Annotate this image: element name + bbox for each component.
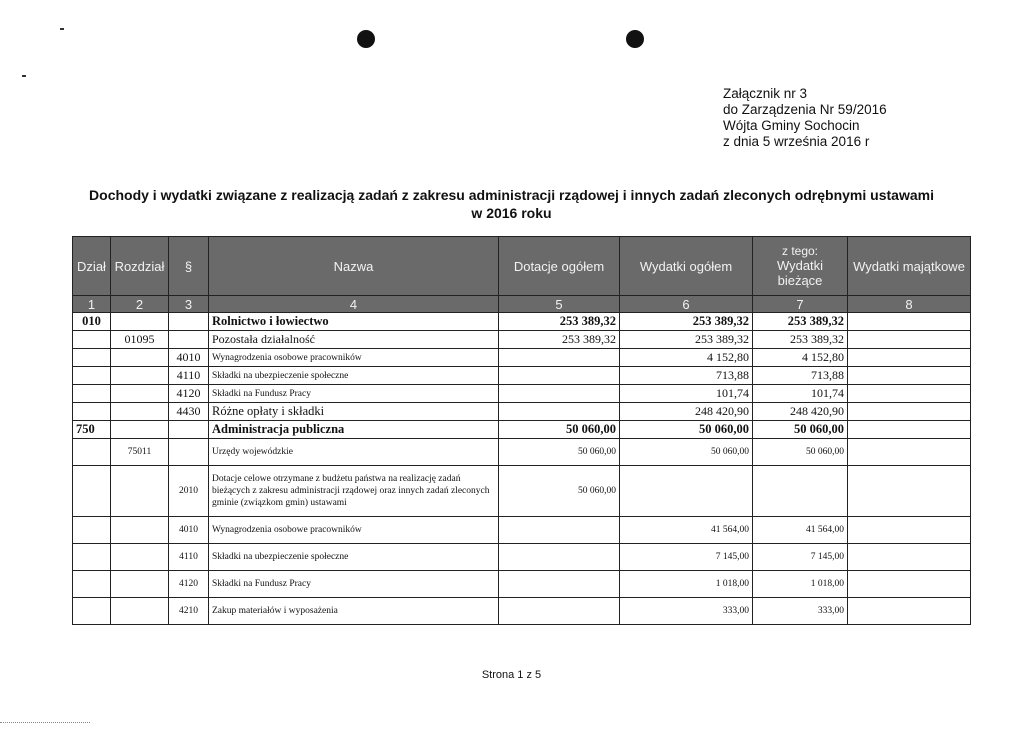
cell-wydatki: 7 145,00 — [620, 544, 753, 571]
cell-wydatki — [620, 466, 753, 517]
scan-speck — [60, 28, 64, 30]
cell-paragraf — [169, 439, 209, 466]
table-row — [73, 385, 971, 403]
cell-dotacje — [499, 598, 620, 625]
table-row — [73, 544, 971, 571]
cell-rozdzial — [111, 544, 169, 571]
cell-dzial — [73, 439, 111, 466]
cell-nazwa: Składki na ubezpieczenie społeczne — [209, 544, 499, 571]
col-number: 7 — [753, 296, 848, 313]
col-number: 6 — [620, 296, 753, 313]
cell-paragraf: 4430 — [169, 403, 209, 421]
cell-biezace: 41 564,00 — [753, 517, 848, 544]
cell-dzial — [73, 517, 111, 544]
table-row — [73, 439, 971, 466]
cell-majatkowe — [848, 313, 971, 331]
cell-rozdzial — [111, 349, 169, 367]
cell-dotacje — [499, 367, 620, 385]
table-row — [73, 331, 971, 349]
cell-wydatki: 50 060,00 — [620, 439, 753, 466]
cell-biezace: 1 018,00 — [753, 571, 848, 598]
cell-rozdzial — [111, 421, 169, 439]
cell-rozdzial: 01095 — [111, 331, 169, 349]
col-header-nazwa: Nazwa — [209, 237, 499, 296]
cell-majatkowe — [848, 571, 971, 598]
col-header-biezace-label: Wydatki bieżące — [776, 258, 824, 288]
document-title — [0, 186, 1023, 222]
cell-paragraf — [169, 331, 209, 349]
cell-nazwa: Różne opłaty i składki — [209, 403, 499, 421]
punch-hole-left — [357, 30, 375, 48]
cell-wydatki: 4 152,80 — [620, 349, 753, 367]
table-row — [73, 403, 971, 421]
cell-dzial — [73, 571, 111, 598]
cell-majatkowe — [848, 517, 971, 544]
cell-dotacje: 253 389,32 — [499, 313, 620, 331]
cell-nazwa: Składki na Fundusz Pracy — [209, 571, 499, 598]
cell-majatkowe — [848, 421, 971, 439]
cell-nazwa: Wynagrodzenia osobowe pracowników — [209, 349, 499, 367]
col-header-wydatki: Wydatki ogółem — [620, 237, 753, 296]
punch-hole-right — [626, 30, 644, 48]
cell-paragraf: 4110 — [169, 367, 209, 385]
cell-majatkowe — [848, 367, 971, 385]
page-number: Strona 1 z 5 — [481, 669, 542, 681]
cell-nazwa: Administracja publiczna — [209, 421, 499, 439]
col-number: 5 — [499, 296, 620, 313]
cell-nazwa: Pozostała działalność — [209, 331, 499, 349]
title-line: Dochody i wydatki związane z realizacją zadań z zakresu administracji rządowej i innych zadań zleconych odrębnymi ustawami — [89, 187, 934, 203]
cell-nazwa: Rolnictwo i łowiectwo — [209, 313, 499, 331]
col-number: 3 — [169, 296, 209, 313]
cell-biezace: 248 420,90 — [753, 403, 848, 421]
cell-dzial — [73, 367, 111, 385]
cell-dotacje: 50 060,00 — [499, 421, 620, 439]
table-row — [73, 313, 971, 331]
cell-biezace: 253 389,32 — [753, 313, 848, 331]
cell-nazwa: Dotacje celowe otrzymane z budżetu państwa na realizację zadań bieżących z zakresu administracji rządowej oraz innych zadań zleconych gminie (związkom gmin) ustawami — [209, 466, 499, 517]
table-row — [73, 517, 971, 544]
cell-paragraf: 4120 — [169, 385, 209, 403]
cell-dotacje: 50 060,00 — [499, 466, 620, 517]
cell-wydatki: 253 389,32 — [620, 331, 753, 349]
cell-biezace: 253 389,32 — [753, 331, 848, 349]
cell-majatkowe — [848, 331, 971, 349]
cell-wydatki: 41 564,00 — [620, 517, 753, 544]
header-row — [73, 237, 971, 296]
cell-dzial — [73, 349, 111, 367]
cell-majatkowe — [848, 349, 971, 367]
attachment-line: do Zarządzenia Nr 59/2016 — [723, 102, 887, 117]
cell-rozdzial — [111, 385, 169, 403]
cell-dzial — [73, 544, 111, 571]
cell-dotacje — [499, 403, 620, 421]
cell-dotacje — [499, 544, 620, 571]
cell-rozdzial — [111, 403, 169, 421]
cell-paragraf: 4010 — [169, 517, 209, 544]
cell-biezace: 50 060,00 — [753, 421, 848, 439]
cell-rozdzial — [111, 598, 169, 625]
table-row — [73, 571, 971, 598]
column-number-row — [73, 296, 971, 313]
cell-wydatki: 713,88 — [620, 367, 753, 385]
col-number: 4 — [209, 296, 499, 313]
cell-dzial — [73, 403, 111, 421]
cell-wydatki: 333,00 — [620, 598, 753, 625]
cell-nazwa: Składki na Fundusz Pracy — [209, 385, 499, 403]
col-header-ztego: z tego: — [781, 244, 819, 258]
cell-dzial: 750 — [73, 421, 111, 439]
cell-nazwa: Wynagrodzenia osobowe pracowników — [209, 517, 499, 544]
col-header-rozdzial: Rozdział — [111, 237, 169, 296]
cell-dzial — [73, 331, 111, 349]
table-row — [73, 349, 971, 367]
col-header-biezace — [753, 237, 848, 296]
cell-rozdzial — [111, 466, 169, 517]
cell-rozdzial — [111, 517, 169, 544]
cell-wydatki: 1 018,00 — [620, 571, 753, 598]
table-row — [73, 598, 971, 625]
cell-paragraf — [169, 313, 209, 331]
cell-wydatki: 248 420,90 — [620, 403, 753, 421]
cell-rozdzial: 75011 — [111, 439, 169, 466]
cell-biezace: 50 060,00 — [753, 439, 848, 466]
cell-biezace — [753, 466, 848, 517]
cell-biezace: 7 145,00 — [753, 544, 848, 571]
cell-dotacje — [499, 517, 620, 544]
cell-majatkowe — [848, 403, 971, 421]
cell-dzial: 010 — [73, 313, 111, 331]
cell-biezace: 4 152,80 — [753, 349, 848, 367]
col-number: 2 — [111, 296, 169, 313]
table-row — [73, 466, 971, 517]
cell-biezace: 101,74 — [753, 385, 848, 403]
cell-biezace: 333,00 — [753, 598, 848, 625]
col-header-paragraf: § — [169, 237, 209, 296]
cell-majatkowe — [848, 385, 971, 403]
cell-wydatki: 101,74 — [620, 385, 753, 403]
cell-paragraf: 4110 — [169, 544, 209, 571]
attachment-note — [723, 86, 887, 150]
table-row — [73, 367, 971, 385]
title-line: w 2016 roku — [471, 205, 552, 221]
cell-rozdzial — [111, 571, 169, 598]
cell-dzial — [73, 466, 111, 517]
table-row — [73, 421, 971, 439]
cell-nazwa: Urzędy wojewódzkie — [209, 439, 499, 466]
cell-paragraf: 4010 — [169, 349, 209, 367]
cell-paragraf: 4210 — [169, 598, 209, 625]
attachment-line: Wójta Gminy Sochocin — [723, 118, 860, 133]
cell-dzial — [73, 598, 111, 625]
cell-nazwa: Składki na ubezpieczenie społeczne — [209, 367, 499, 385]
cell-dotacje: 253 389,32 — [499, 331, 620, 349]
cell-dotacje — [499, 571, 620, 598]
scan-speck — [22, 75, 26, 77]
col-header-dotacje: Dotacje ogółem — [499, 237, 620, 296]
cell-paragraf — [169, 421, 209, 439]
budget-table — [72, 236, 971, 625]
cell-nazwa: Zakup materiałów i wyposażenia — [209, 598, 499, 625]
cell-dzial — [73, 385, 111, 403]
col-header-dzial: Dział — [73, 237, 111, 296]
cell-majatkowe — [848, 598, 971, 625]
cell-paragraf: 4120 — [169, 571, 209, 598]
cell-majatkowe — [848, 439, 971, 466]
cell-majatkowe — [848, 544, 971, 571]
attachment-line: Załącznik nr 3 — [723, 86, 808, 101]
cell-biezace: 713,88 — [753, 367, 848, 385]
cell-paragraf: 2010 — [169, 466, 209, 517]
cell-dotacje — [499, 385, 620, 403]
col-number: 1 — [73, 296, 111, 313]
col-header-majatkowe: Wydatki majątkowe — [848, 237, 971, 296]
scan-artifact — [0, 722, 90, 724]
cell-dotacje — [499, 349, 620, 367]
attachment-line: z dnia 5 września 2016 r — [723, 134, 870, 149]
cell-rozdzial — [111, 313, 169, 331]
cell-dotacje: 50 060,00 — [499, 439, 620, 466]
cell-rozdzial — [111, 367, 169, 385]
col-number: 8 — [848, 296, 971, 313]
cell-wydatki: 253 389,32 — [620, 313, 753, 331]
cell-wydatki: 50 060,00 — [620, 421, 753, 439]
cell-majatkowe — [848, 466, 971, 517]
